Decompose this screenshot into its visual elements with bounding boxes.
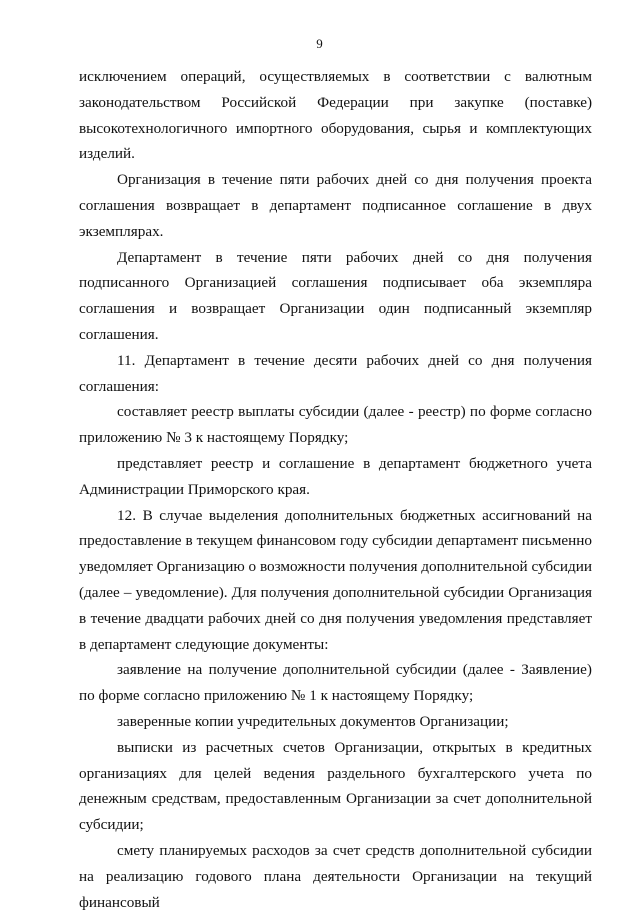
paragraph-register: составляет реестр выплаты субсидии (далее - реестр) по форме согласно приложению № 3 к настоящему Порядку; bbox=[79, 403, 592, 447]
paragraph-budget-estimate: смету планируемых расходов за счет средств дополнительной субсидии на реализацию годового плана деятельности Организации на текущий финансовый bbox=[79, 841, 592, 911]
paragraph-account-statements: выписки из расчетных счетов Организации, открытых в кредитных организациях для целей ведения раздельного бухгалтерского учета по денежным средствам, предоставленным Организации за счет дополнительной субсидии; bbox=[79, 738, 592, 834]
paragraph-department-signs: Департамент в течение пяти рабочих дней со дня получения подписанного Организацией соглашения подписывает оба экземпляра соглашения и возвращает Организации один подписанный экземпляр соглашения. bbox=[79, 248, 592, 343]
paragraph-founding-docs: заверенные копии учредительных документов Организации; bbox=[117, 712, 509, 730]
page-number: 9 bbox=[316, 36, 323, 51]
document-body bbox=[79, 64, 592, 915]
paragraph-clause-11: 11. Департамент в течение десяти рабочих дней со дня получения соглашения: bbox=[79, 351, 592, 395]
paragraph-submit-register: представляет реестр и соглашение в департамент бюджетного учета Администрации Приморского края. bbox=[79, 454, 592, 498]
paragraph-continuation: исключением операций, осуществляемых в соответствии с валютным законодательством Российской Федерации при закупке (поставке) высокотехнологичного импортного оборудования, сырья и комплектующих изделий. bbox=[79, 68, 592, 163]
paragraph-return-agreement: Организация в течение пяти рабочих дней со дня получения проекта соглашения возвращает в департамент подписанное соглашение в двух экземплярах. bbox=[79, 171, 592, 240]
paragraph-clause-12: 12. В случае выделения дополнительных бюджетных ассигнований на предоставление в текущем финансовом году субсидии департамент письменно уведомляет Организацию о возможности получения дополнительной субсидии (далее – уведомление). Для получения дополнительной субсидии Организация в течение двадцати рабочих дней со дня получения уведомления представляет в департамент следующие документы: bbox=[79, 506, 592, 653]
paragraph-application: заявление на получение дополнительной субсидии (далее - Заявление) по форме согласно приложению № 1 к настоящему Порядку; bbox=[79, 661, 592, 705]
